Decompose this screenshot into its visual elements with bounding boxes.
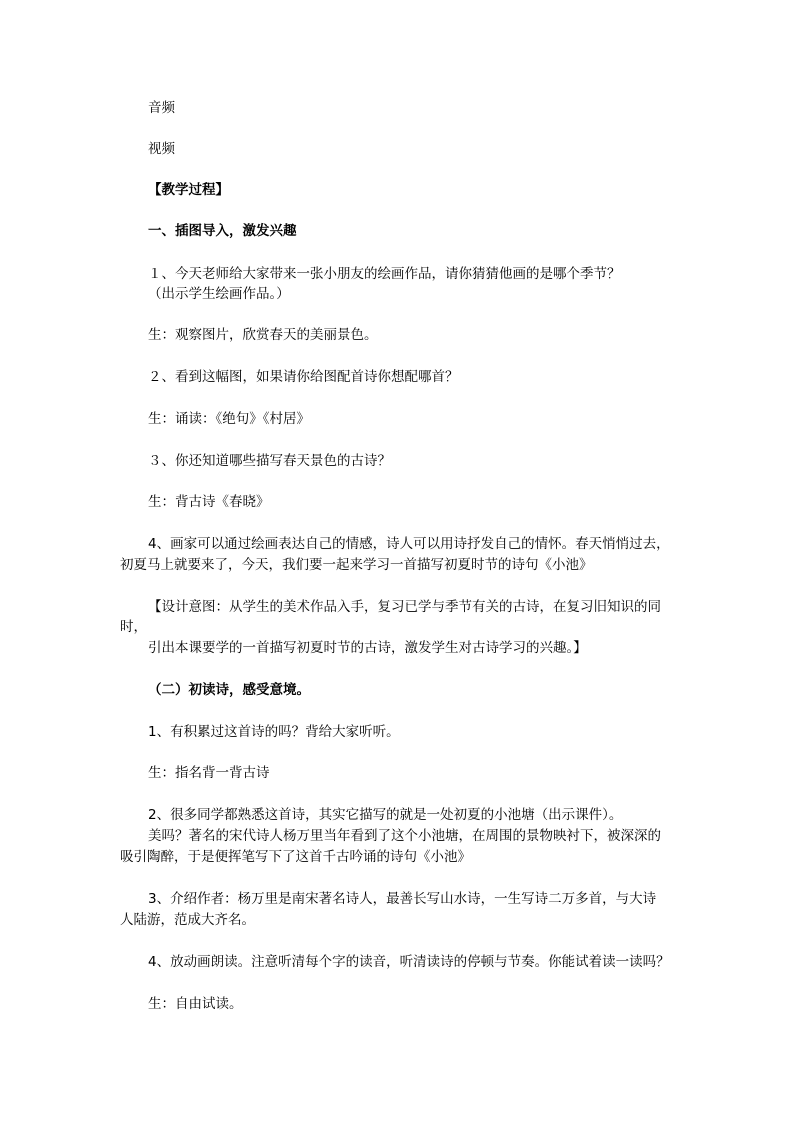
paragraph-3-line-1: 3、介绍作者：杨万里是南宋著名诗人，最善长写山水诗，一生写诗二万多首，与大诗 xyxy=(148,891,657,907)
heading-teaching-process: 【教学过程】 xyxy=(148,182,229,198)
question-1-line-2: （出示学生绘画作品。） xyxy=(148,286,290,302)
student-answer-1: 生：观察图片，欣赏春天的美丽景色。 xyxy=(148,327,378,343)
design-intent-line-3: 引出本课要学的一首描写初夏时节的古诗，激发学生对古诗学习的兴趣。】 xyxy=(148,640,587,656)
student-answer-2: 生：诵读：《绝句》《村居》 xyxy=(148,411,310,427)
design-intent-line-2: 时， xyxy=(120,619,147,635)
paragraph-2-line-2: 美吗？著名的宋代诗人杨万里当年看到了这个小池塘，在周围的景物映衬下，被深深的 xyxy=(148,828,661,844)
paragraph-1: 1、有积累过这首诗的吗？背给大家听听。 xyxy=(148,724,400,740)
paragraph-2-line-3: 吸引陶醉，于是便挥笔写下了这首千古吟诵的诗句《小池》 xyxy=(120,849,471,865)
student-answer-p1: 生：指名背一背古诗 xyxy=(148,765,270,781)
paragraph-4: 4、放动画朗读。注意听清每个字的读音，听清读诗的停顿与节奏。你能试着读一读吗？ xyxy=(148,954,670,970)
design-intent-line-1: 【设计意图：从学生的美术作品入手，复习已学与季节有关的古诗，在复习旧知识的同 xyxy=(148,599,661,615)
question-3: ３、你还知道哪些描写春天景色的古诗？ xyxy=(148,453,391,469)
text-video: 视频 xyxy=(148,141,175,157)
paragraph-2-line-1: 2、很多同学都熟悉这首诗，其实它描写的就是一处初夏的小池塘（出示课件）。 xyxy=(148,807,623,823)
question-1-line-1: １、今天老师给大家带来一张小朋友的绘画作品，请你猜猜他画的是哪个季节？ xyxy=(148,266,621,282)
section-1-title: 一、插图导入，激发兴趣 xyxy=(148,223,297,239)
text-audio: 音频 xyxy=(148,100,175,116)
student-answer-3: 生：背古诗《春晓》 xyxy=(148,494,270,510)
paragraph-3-line-2: 人陆游，范成大齐名。 xyxy=(120,912,255,928)
question-2: ２、看到这幅图，如果请你给图配首诗你想配哪首？ xyxy=(148,369,459,385)
section-2-title: （二）初读诗，感受意境。 xyxy=(148,682,310,698)
question-4-line-1: 4、画家可以通过绘画表达自己的情感，诗人可以用诗抒发自己的情怀。春天悄悄过去， xyxy=(148,536,670,552)
question-4-line-2: 初夏马上就要来了，今天，我们要一起来学习一首描写初夏时节的诗句《小池》 xyxy=(120,557,593,573)
student-answer-p4: 生：自由试读。 xyxy=(148,996,243,1012)
